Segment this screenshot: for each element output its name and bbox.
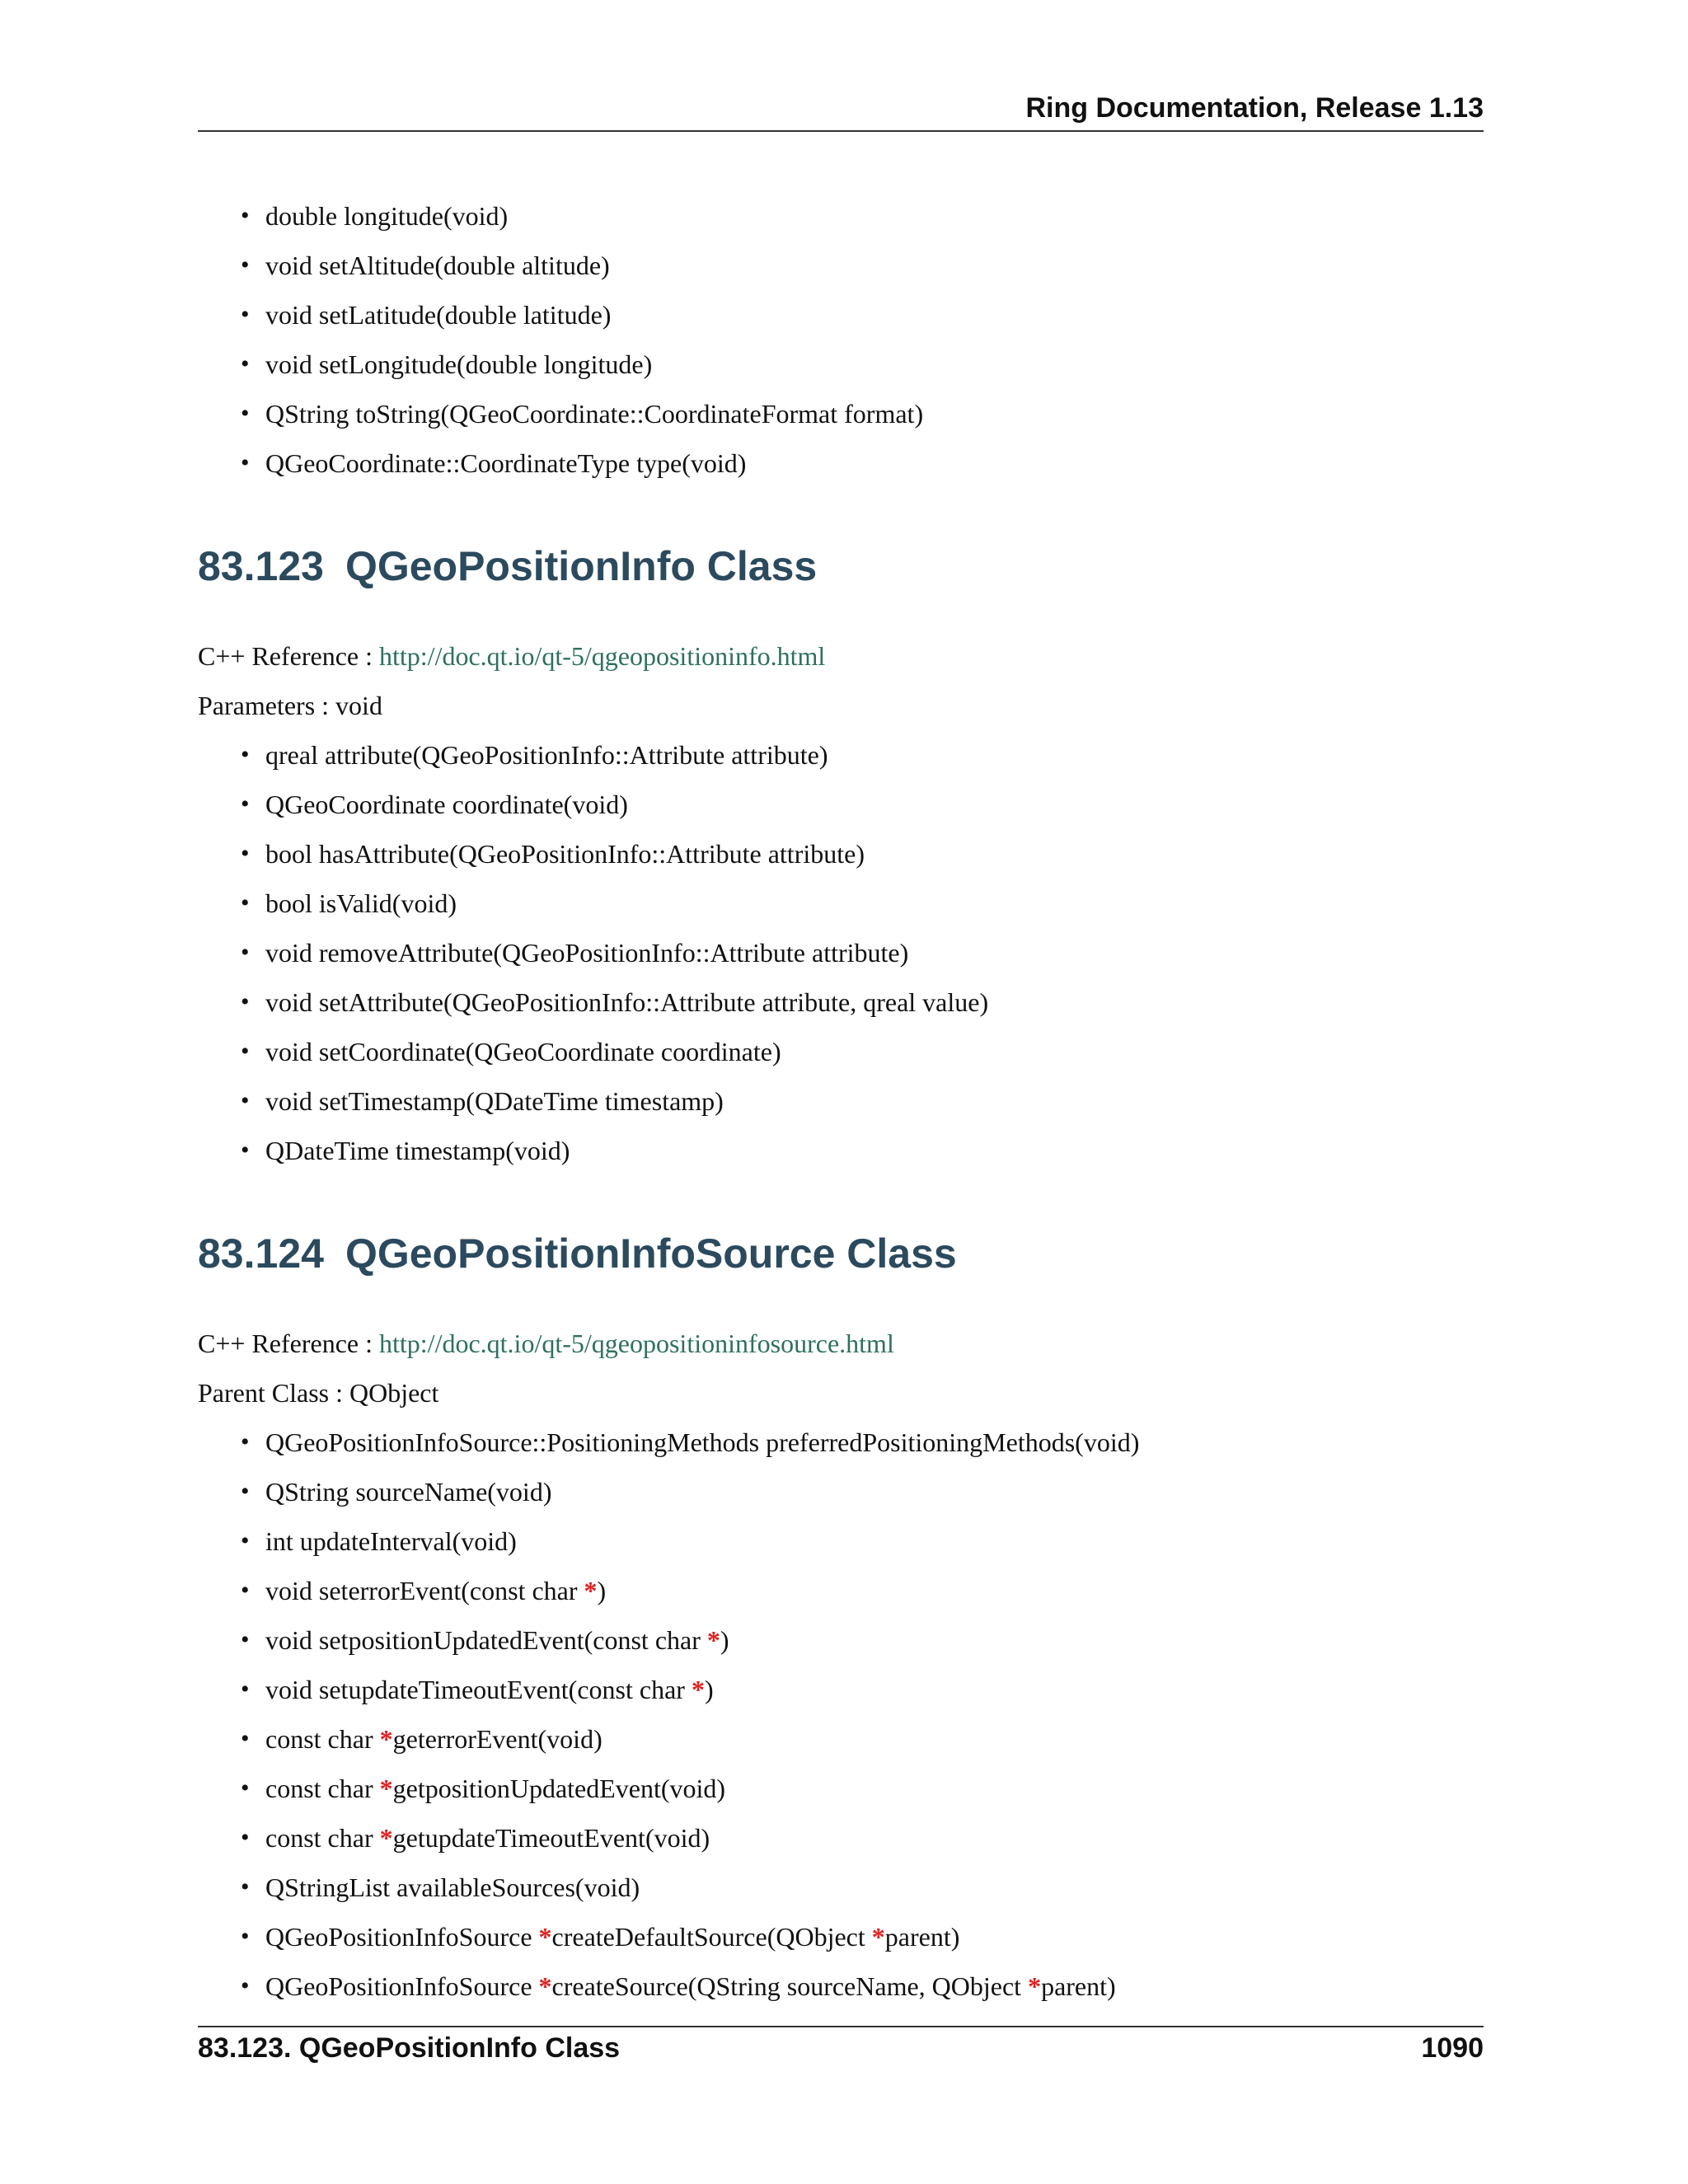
list-item: • const char *geterrorEvent(void) (265, 1718, 1484, 1767)
section-title: QGeoPositionInfo Class (345, 543, 818, 589)
list-item: • void setLongitude(double longitude) (265, 343, 1484, 392)
section-title: QGeoPositionInfoSource Class (345, 1230, 957, 1277)
list-item: • bool isValid(void) (265, 882, 1484, 931)
reference-label: C++ Reference : (198, 1329, 379, 1358)
list-item: • QGeoCoordinate coordinate(void) (265, 783, 1484, 832)
coordinate-methods-list (198, 194, 1484, 491)
reference-label: C++ Reference : (198, 641, 379, 671)
list-item: • void setupdateTimeoutEvent(const char *) (265, 1668, 1484, 1718)
page-content (198, 194, 1484, 2014)
list-item: • void setpositionUpdatedEvent(const char *) (265, 1619, 1484, 1668)
list-item: • int updateInterval(void) (265, 1520, 1484, 1569)
section-heading-qgeopositioninfo (198, 521, 1484, 612)
pointer-asterisk: * (379, 1823, 393, 1853)
list-item: • QStringList availableSources(void) (265, 1866, 1484, 1915)
list-item: • QGeoPositionInfoSource *createSource(QString sourceName, QObject *parent) (265, 1965, 1484, 2014)
list-item: • const char *getupdateTimeoutEvent(void) (265, 1816, 1484, 1866)
cpp-reference-line (198, 1322, 1484, 1371)
page-number: 1090 (1421, 2032, 1484, 2064)
pointer-asterisk: * (706, 1625, 720, 1655)
pointer-asterisk: * (691, 1675, 705, 1704)
pointer-asterisk: * (538, 1971, 552, 2001)
pointer-asterisk: * (379, 1774, 393, 1803)
page-footer (198, 2026, 1484, 2077)
reference-link[interactable]: http://doc.qt.io/qt-5/qgeopositioninfosource.html (379, 1329, 894, 1358)
list-item: • void setAltitude(double altitude) (265, 244, 1484, 293)
list-item: • QGeoPositionInfoSource *createDefaultSource(QObject *parent) (265, 1915, 1484, 1965)
parent-class-line: Parent Class : QObject (198, 1378, 439, 1408)
list-item: • QString sourceName(void) (265, 1470, 1484, 1520)
document-title: Ring Documentation, Release 1.13 (1025, 92, 1484, 124)
cpp-reference-line (198, 635, 1484, 684)
list-item: • QGeoPositionInfoSource::PositioningMethods preferredPositioningMethods(void) (265, 1421, 1484, 1470)
qgeopositioninfosource-methods-list (198, 1421, 1484, 2014)
qgeopositioninfo-methods-list (198, 733, 1484, 1179)
list-item: • void setTimestamp(QDateTime timestamp) (265, 1080, 1484, 1129)
list-item: • void setCoordinate(QGeoCoordinate coordinate) (265, 1030, 1484, 1080)
page-header (198, 92, 1484, 132)
reference-link[interactable]: http://doc.qt.io/qt-5/qgeopositioninfo.html (379, 641, 826, 671)
list-item: • qreal attribute(QGeoPositionInfo::Attribute attribute) (265, 733, 1484, 783)
pointer-asterisk: * (584, 1576, 598, 1605)
list-item: • double longitude(void) (265, 194, 1484, 244)
section-heading-qgeopositioninfosource (198, 1208, 1484, 1299)
list-item: • QDateTime timestamp(void) (265, 1129, 1484, 1179)
list-item: • QString toString(QGeoCoordinate::CoordinateFormat format) (265, 392, 1484, 442)
list-item: • QGeoCoordinate::CoordinateType type(void) (265, 442, 1484, 491)
parameters-line: Parameters : void (198, 691, 382, 720)
list-item: • void seterrorEvent(const char *) (265, 1569, 1484, 1619)
pointer-asterisk: * (538, 1922, 552, 1952)
pointer-asterisk: * (871, 1922, 885, 1952)
pointer-asterisk: * (379, 1724, 393, 1754)
pointer-asterisk: * (1028, 1971, 1042, 2001)
list-item: • bool hasAttribute(QGeoPositionInfo::Attribute attribute) (265, 832, 1484, 882)
section-number: 83.123 (198, 543, 324, 589)
list-item: • void removeAttribute(QGeoPositionInfo::Attribute attribute) (265, 931, 1484, 981)
list-item: • const char *getpositionUpdatedEvent(void) (265, 1767, 1484, 1816)
list-item: • void setAttribute(QGeoPositionInfo::Attribute attribute, qreal value) (265, 981, 1484, 1030)
footer-section-label: 83.123. QGeoPositionInfo Class (198, 2032, 621, 2064)
list-item: • void setLatitude(double latitude) (265, 293, 1484, 343)
section-number: 83.124 (198, 1230, 324, 1277)
